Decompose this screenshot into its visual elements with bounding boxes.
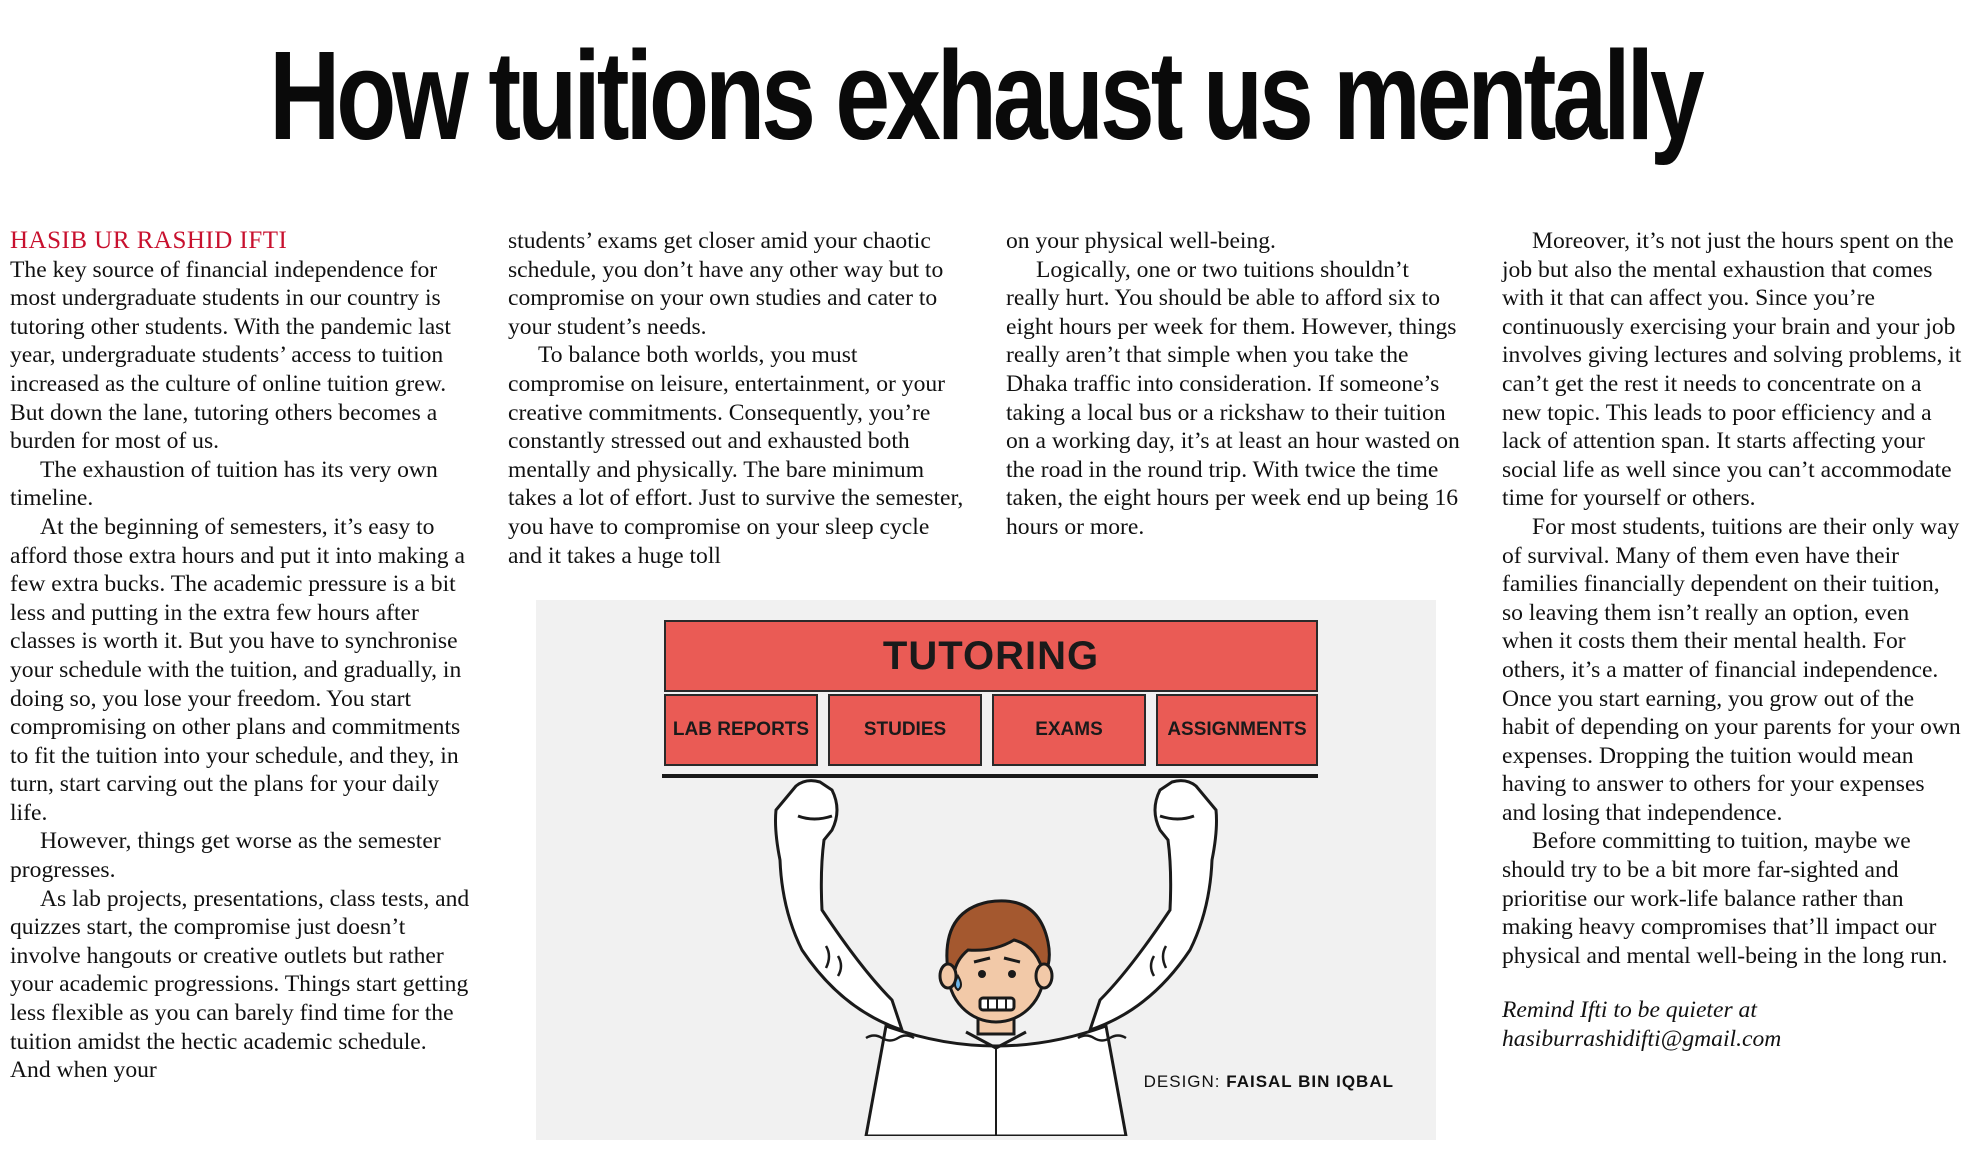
credit-name: FAISAL BIN IQBAL: [1226, 1072, 1394, 1091]
paragraph: To balance both worlds, you must compromise on leisure, entertainment, or your creative commitments. Consequently, you’re constantly stressed out and exhausted both mentally and physically. The bare minimum takes a lot of effort. Just to survive the semester, you have to compromise on your sleep cycle and it takes a huge toll: [508, 342, 964, 569]
paragraph: Moreover, it’s not just the hours spent on the job but also the mental exhaustion that comes with it that can affect you. Since you’re continuously exercising your brain and your job involves giving lectures and solving problems, it can’t get the rest it needs to concentrate on a new topic. This leads to poor efficiency and a lack of attention span. It starts affecting your social life as well since you can’t accommodate time for yourself or others.: [1502, 228, 1962, 512]
paragraph: The exhaustion of tuition has its very own timeline.: [10, 456, 438, 512]
credit-label: DESIGN:: [1143, 1072, 1221, 1091]
column-1: [10, 227, 470, 1085]
tutoring-banner: TUTORING: [664, 620, 1318, 692]
studies-box: STUDIES: [828, 694, 982, 766]
paragraph: Logically, one or two tuitions shouldn’t really hurt. You should be able to afford six to eight hours per week for them. However, things really aren’t that simple when you take the Dhaka traffic into consideration. If someone’s taking a local bus or a rickshaw to their tuition on a working day, it’s at least an hour wasted on the road in the round trip. With twice the time taken, the eight hours per week end up being 16 hours or more.: [1006, 256, 1460, 540]
paragraph: At the beginning of semesters, it’s easy to afford those extra hours and put it into making a few extra bucks. The academic pressure is a bit less and putting in the extra few hours after classes is worth it. But you have to synchronise your schedule with the tuition, and gradually, in doing so, you lose your freedom. You start compromising on other plans and commitments to fit the tuition into your schedule, and they, in turn, start carving out the plans for your daily life.: [10, 513, 465, 826]
design-credit: [1144, 1072, 1394, 1092]
headline: How tuitions exhaust us mentally: [269, 25, 1701, 166]
author-email: hasiburrashidifti@gmail.com: [1502, 1026, 1782, 1053]
paragraph: For most students, tuitions are their only way of survival. Many of them even have their families financially dependent on their tuition, so leaving them isn’t really an option, even when it costs them their mental health. For others, it’s a matter of financial independence. Once you start earning, you grow out of the habit of depending on your parents for your own expenses. Dropping the tuition would mean having to answer to others for your expenses and losing that independence.: [1502, 513, 1961, 826]
paragraph: As lab projects, presentations, class tests, and quizzes start, the compromise just doesn’t involve hangouts or creative outlets but rather your academic progressions. Things start getting less flexible as you can barely find time for the tuition amidst the hectic academic schedule. And when your: [10, 885, 470, 1084]
lab-reports-box: LAB REPORTS: [664, 694, 818, 766]
paragraph: students’ exams get closer amid your chaotic schedule, you don’t have any other way but to compromise on your own studies and cater to your student’s needs.: [508, 228, 944, 340]
column-3: [1006, 227, 1466, 542]
paragraph: The key source of financial independence for most undergraduate students in our country is tutoring other students. With the pandemic last year, undergraduate students’ access to tuition increased as the culture of online tuition grew. But down the lane, tutoring others becomes a burden for most of us.: [10, 256, 451, 455]
paragraph: Before committing to tuition, maybe we should try to be a bit more far-sighted and prioritise our work-life balance rather than making heavy compromises that’ll impact our physical and mental well-being in the long run.: [1502, 828, 1948, 969]
exams-box: EXAMS: [992, 694, 1146, 766]
paragraph: on your physical well-being.: [1006, 228, 1276, 254]
author-note: [1502, 996, 1962, 1053]
assignments-box: ASSIGNMENTS: [1156, 694, 1318, 766]
illustration: [536, 600, 1436, 1140]
byline: HASIB UR RASHID IFTI: [10, 227, 288, 254]
column-2: [508, 227, 968, 570]
author-note-line: Remind Ifti to be quieter at: [1502, 997, 1757, 1024]
column-4: [1502, 227, 1962, 1054]
paragraph: However, things get worse as the semester progresses.: [10, 828, 441, 884]
